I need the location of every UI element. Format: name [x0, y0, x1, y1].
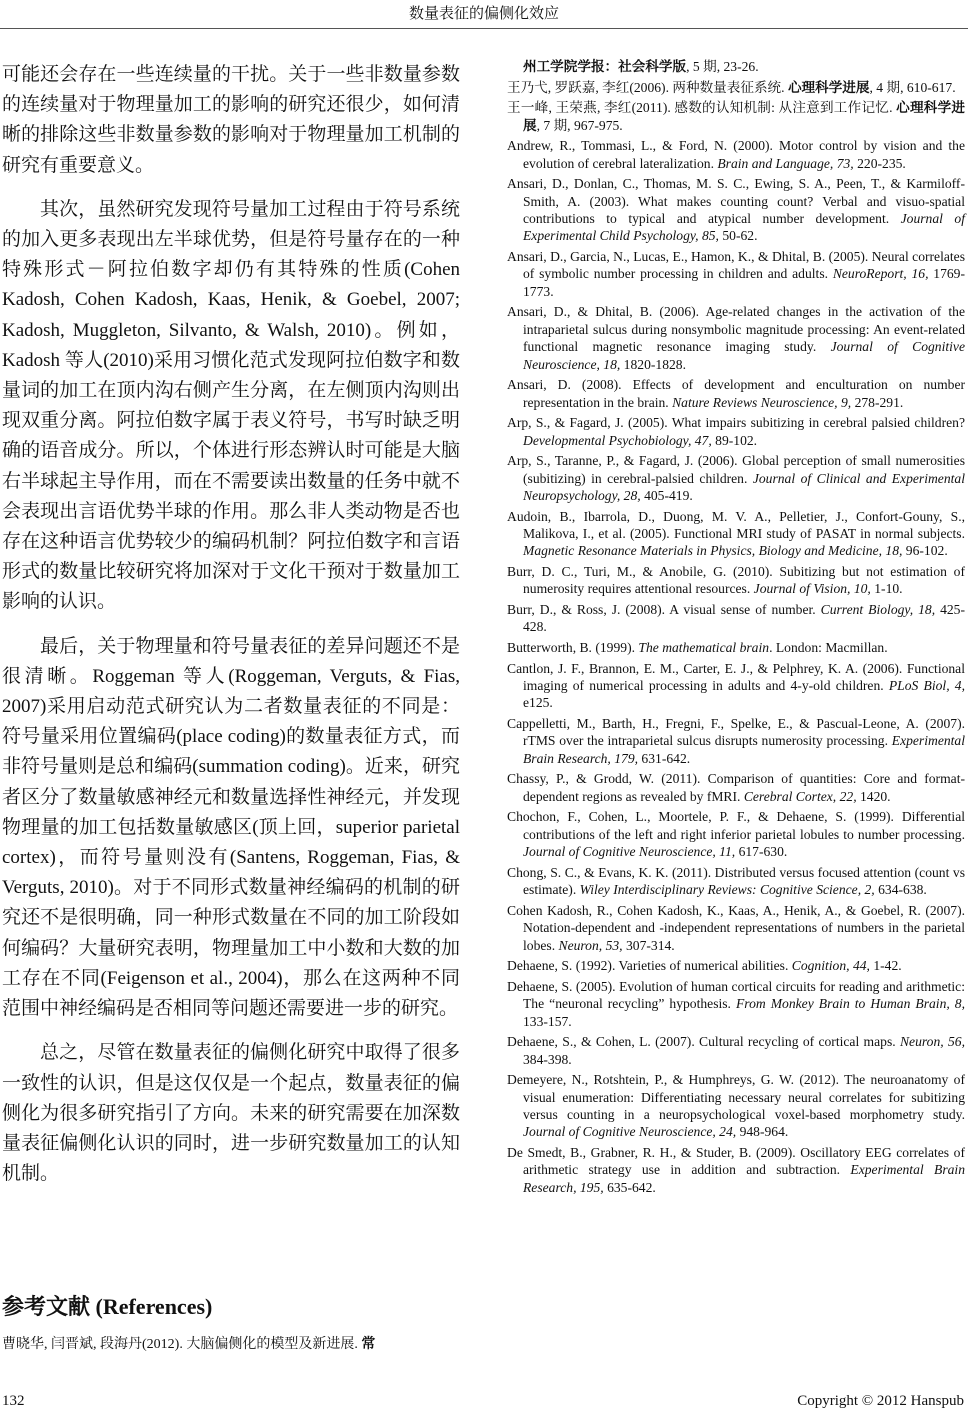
reference-text: Dehaene, S. (2005). Evolution of human cortical circuits for reading and arithmetic: The “neuronal recycling” hypothesis. — [507, 978, 965, 1012]
journal-title: Neuron, 56, — [899, 1034, 965, 1050]
reference-text: Burr, D., & Ross, J. (2008). A visual sense of number. — [507, 602, 821, 618]
reference-text: , 4 期, 610-617. — [869, 79, 956, 95]
journal-title-bold: 心理科学进展 — [787, 79, 870, 95]
paragraph: 最后，关于物理量和符号量表征的差异问题还不是很清晰。Roggeman 等人(Roggeman, Verguts, & Fias, 2007)采用启动范式研究认为二者数量表征的不同是：符号量采用位置编码(place coding)的数量表征方式，而非符号量则是总和编码(summation coding)。近来，研究者区分了数量敏感神经元和数量选择性神经元，并发现物理量的加工包括数量敏感区(顶上回，superior parietal cortex)，而符号量则没有(Santens, Roggeman, Fias, & Verguts, 2010)。对于不同形式数量神经编码的机制的研究还不是很明确，同一种形式数量在不同的加工阶段如何编码？大量研究表明，物理量加工中小数和大数的加工存在不同(Feigenson et al., 2004)，那么在这两种不同范围中神经编码是否相同等问题还需要进一步的研究。 — [2, 635, 460, 1020]
reference-entry — [507, 660, 965, 712]
reference-text: 王乃弋, 罗跃嘉, 李红(2006). 两种数量表征系统. — [507, 79, 788, 95]
reference-text: 50-62. — [718, 228, 758, 244]
reference-text: Ansari, D., Donlan, C., Thomas, M. S. C., Ewing, S. A., Peen, T., & Karmiloff-Smith, A. (2003). What makes counting count? Verbal and visuo-spatial contributions to typical and atypical number development. — [507, 176, 965, 226]
reference-entry — [507, 175, 965, 245]
reference-text: , 7 期, 967-975. — [536, 117, 623, 133]
reference-text: Ansari, D. (2008). Effects of development and enculturation on number representation in the brain. — [507, 377, 965, 410]
reference-text: 307-314. — [622, 937, 675, 953]
journal-title: Nature Reviews Neuroscience, 9, — [672, 394, 852, 410]
journal-title-bold: 州工学院学报：社会科学版 — [523, 59, 687, 74]
reference-text: 278-291. — [851, 394, 904, 410]
reference-text: 425-428. — [523, 602, 965, 635]
reference-text: Demeyere, N., Rotshtein, P., & Humphreys, G. W. (2012). The neuroanatomy of visual enumeration: Differentiating necessary neural correlates for subitizing versus counting in a neuropsychological voxel-based morphometry study. — [507, 1072, 965, 1123]
reference-text: Ansari, D., Garcia, N., Lucas, E., Hamon, K., & Dhital, B. (2005). Neural correlates of symbolic number processing in children and adults. — [507, 249, 965, 282]
reference-entry — [507, 1144, 965, 1196]
reference-entry — [507, 79, 965, 96]
reference-entry — [507, 248, 965, 300]
reference-entry — [507, 601, 965, 636]
reference-text: Arp, S., Taranne, P., & Fagard, J. (2006). Global perception of small numerosities (subitizing) in cerebral-palsied children. — [507, 453, 965, 486]
reference-entry — [507, 978, 965, 1030]
reference-text: 133-157. — [523, 1013, 572, 1029]
reference-entry — [507, 99, 965, 134]
reference-text: e125. — [523, 695, 553, 711]
reference-entry — [507, 770, 965, 805]
reference-entry — [507, 715, 965, 767]
reference-text: 948-964. — [736, 1124, 789, 1140]
reference-text: Chochon, F., Cohen, L., Moortele, P. F., & Dehaene, S. (1999). Differential contributions of the left and right inferior parietal lobules to number processing. — [507, 809, 965, 842]
reference-entry — [507, 1033, 965, 1068]
paragraph: 总之，尽管在数量表征的偏侧化研究中取得了很多一致性的认识，但是这仅仅是一个起点，数量表征的偏侧化为很多研究指引了方向。未来的研究需要在加深数量表征偏侧化认识的同时，进一步研究数量加工的认知机制。 — [2, 1042, 460, 1185]
reference-entry — [507, 1071, 965, 1141]
journal-title-bold: 心理科学进展 — [523, 100, 966, 133]
reference-text: Audoin, B., Ibarrola, D., Duong, M. V. A., Pelletier, J., Confort-Gouny, S., Malikova, I., et al. (2005). Functional MRI study of PASAT in normal subjects. — [507, 508, 965, 542]
journal-title: Journal of Clinical and Experimental Neuropsychology, 28, — [523, 470, 965, 504]
journal-title: Journal of Cognitive Neuroscience, 18, — [523, 339, 966, 372]
reference-text: Arp, S., & Fagard, J. (2005). What impairs subitizing in cerebral palsied children? — [507, 415, 965, 431]
reference-entry — [507, 864, 965, 899]
reference-text: Ansari, D., & Dhital, B. (2006). Age-related changes in the activation of the intraparietal sulcus during nonsymbolic magnitude processing: An event-related functional magnetic resonance imaging study. — [507, 304, 965, 355]
journal-title: Journal of Cognitive Neuroscience, 11, — [523, 844, 736, 860]
reference-text: Dehaene, S., & Cohen, L. (2007). Cultural recycling of cortical maps. — [507, 1034, 900, 1050]
journal-title: NeuroReport, 16, — [832, 266, 929, 282]
journal-title: Experimental Brain Research, 179, — [523, 733, 965, 766]
reference-entry — [507, 376, 965, 411]
reference-text: 王一峰, 王荣燕, 李红(2011). 感数的认知机制: 从注意到工作记忆. — [507, 100, 897, 116]
reference-entry — [507, 303, 965, 373]
reference-entry — [507, 957, 965, 974]
paragraph: 其次，虽然研究发现符号量加工过程由于符号系统的加入更多表现出左半球优势，但是符号量存在的一种特殊形式－阿拉伯数字却仍有其特殊的性质(Cohen Kadosh, Cohen Kadosh, Kaas, Henik, & Goebel, 2007; Kadosh, Muggleton, Silvanto, & Walsh, 2010)。例如，Kadosh 等人(2010)采用习惯化范式发现阿拉伯数字和数量词的加工在顶内沟右侧产生分离，在左侧顶内沟则出现双重分离。阿拉伯数字属于表义符号，书写时缺乏明确的语音成分。所以，个体进行形态辨认时可能是大脑右半球起主导作用，而在不需要读出数量的任务中就不会表现出言语优势半球的作用。那么非人类动物是否也存在这种语言优势较少的编码机制？阿拉伯数字和言语形式的数量比较研究将加深对于文化干预对于数量加工影响的认识。 — [2, 198, 460, 613]
reference-text: 1820-1828. — [620, 356, 686, 372]
reference-text: 1-10. — [870, 581, 903, 597]
journal-title: Experimental Brain Research, 195, — [523, 1162, 965, 1195]
reference-text: Cappelletti, M., Barth, H., Fregni, F., Spelke, E., & Pascual-Leone, A. (2007). rTMS over the intraparietal sulcus disrupts numerosity processing. — [507, 716, 965, 749]
reference-entry — [2, 1333, 460, 1353]
reference-text: 220-235. — [853, 155, 906, 171]
reference-entry — [507, 808, 965, 860]
journal-title: PLoS Biol, 4, — [888, 678, 965, 694]
header-rule — [0, 28, 968, 29]
reference-entry — [507, 414, 965, 449]
journal-title: Neuron, 53, — [558, 937, 623, 953]
reference-entry — [507, 137, 965, 172]
paragraph: 可能还会存在一些连续量的干扰。关于一些非数量参数的连续量对于物理量加工的影响的研究还很少，如何清晰的排除这些非数量参数的影响对于物理量加工机制的研究有重要意义。 — [2, 64, 460, 176]
reference-text: 曹晓华, 闫晋斌, 段海丹(2012). 大脑偏侧化的模型及新进展. — [2, 1337, 362, 1352]
page-number: 132 — [2, 1393, 25, 1409]
reference-text: . London: Macmillan. — [769, 640, 888, 656]
reference-text: Chassy, P., & Grodd, W. (2011). Comparison of quantities: Core and format-dependent regions as revealed by fMRI. — [507, 771, 965, 804]
reference-entry — [507, 639, 965, 656]
reference-text: Burr, D. C., Turi, M., & Anobile, G. (2010). Subitizing but not estimation of numerosity requires attentional resources. — [507, 564, 965, 597]
reference-text: Butterworth, B. (1999). — [507, 640, 639, 656]
reference-text: 631-642. — [638, 750, 691, 766]
reference-text: 635-642. — [603, 1179, 656, 1195]
reference-text: Dehaene, S. (1992). Varieties of numerical abilities. — [507, 958, 792, 974]
reference-text: Cantlon, J. F., Brannon, E. M., Carter, E. J., & Pelphrey, K. A. (2006). Functional imaging of numerical processing in adults and 4-y-old children. — [507, 660, 965, 694]
references-heading: 参考文献 (References) — [2, 1294, 213, 1319]
reference-entry — [507, 902, 965, 954]
reference-entry — [507, 452, 965, 504]
body-text — [2, 60, 460, 1203]
copyright: Copyright © 2012 Hanspub — [797, 1393, 964, 1409]
reference-text: De Smedt, B., Grabner, R. H., & Studer, B. (2009). Oscillatory EEG correlates of arithmetic strategy use in addition and subtraction. — [507, 1145, 965, 1178]
reference-text: , 5 期, 23-26. — [686, 59, 759, 74]
journal-title: The mathematical brain — [638, 640, 770, 656]
journal-title: Magnetic Resonance Materials in Physics, Biology and Medicine, 18, — [523, 543, 903, 559]
reference-text: 634-638. — [874, 882, 927, 898]
journal-title: Current Biology, 18, — [820, 602, 936, 618]
reference-text: 405-419. — [640, 488, 693, 504]
reference-text: Cohen Kadosh, R., Cohen Kadosh, K., Kaas, A., Henik, A., & Goebel, R. (2007). Notation-dependent and -independent representations of numbers in the parietal lobes. — [507, 902, 965, 953]
reference-entry — [507, 563, 965, 598]
reference-text: 1420. — [856, 788, 891, 804]
reference-text: 1-42. — [869, 958, 902, 974]
journal-title: Journal of Cognitive Neuroscience, 24, — [523, 1124, 737, 1140]
reference-entry — [507, 508, 965, 560]
journal-title: Cerebral Cortex, 22, — [743, 788, 857, 804]
journal-title: Wiley Interdisciplinary Reviews: Cognitive Science, 2, — [579, 882, 875, 898]
journal-title: Journal of Vision, 10, — [753, 581, 871, 597]
reference-text: Andrew, R., Tommasi, L., & Ford, N. (2000). Motor control by vision and the evolution of cerebral lateralization. — [507, 138, 965, 171]
reference-text: 1769-1773. — [523, 266, 965, 299]
journal-title: Cognition, 44, — [791, 958, 870, 974]
reference-text: 617-630. — [735, 844, 788, 860]
reference-text: 89-102. — [711, 432, 758, 448]
reference-list — [507, 58, 965, 1199]
journal-title: Developmental Psychobiology, 47, — [523, 432, 712, 448]
reference-text: 384-398. — [523, 1051, 572, 1067]
reference-text: Chong, S. C., & Evans, K. K. (2011). Distributed versus focused attention (count vs estimate). — [507, 864, 965, 898]
journal-title: From Monkey Brain to Human Brain, 8, — [736, 996, 966, 1012]
reference-text: 96-102. — [902, 543, 948, 559]
journal-title-bold: 常 — [361, 1337, 376, 1352]
journal-title: Journal of Experimental Child Psychology, 85, — [523, 211, 965, 244]
journal-title: Brain and Language, 73, — [717, 155, 854, 171]
running-title: 数量表征的偏侧化效应 — [408, 6, 559, 22]
reference-entry — [507, 58, 965, 75]
